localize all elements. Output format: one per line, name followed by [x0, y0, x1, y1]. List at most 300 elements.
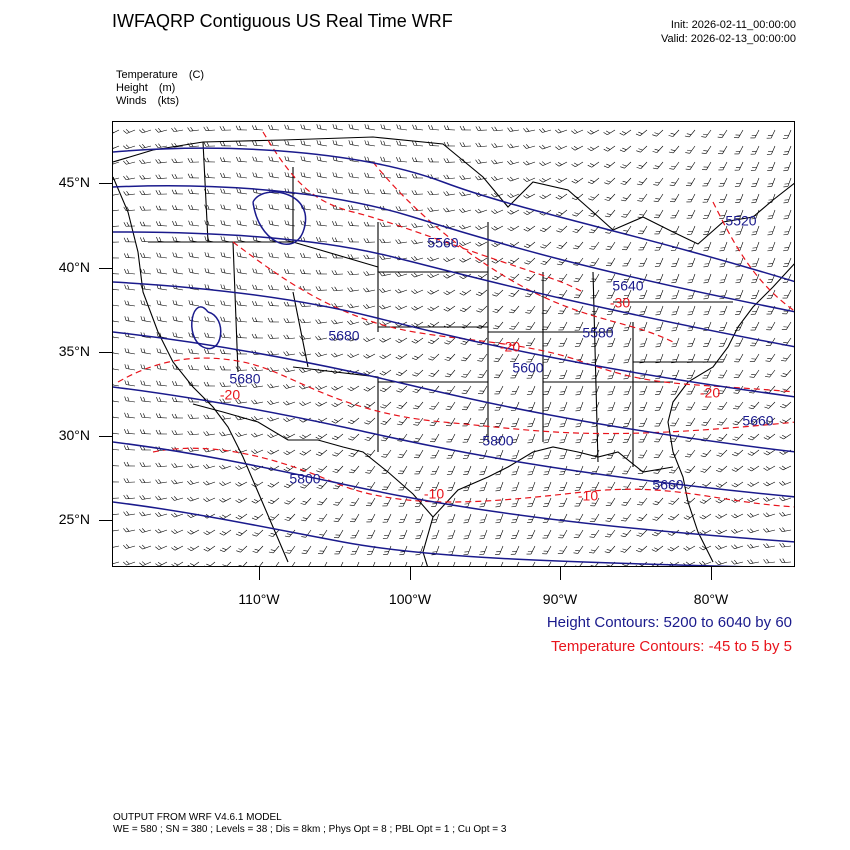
wind-barb: [559, 465, 567, 477]
wind-barb: [397, 399, 407, 410]
wind-barb: [204, 300, 215, 306]
wind-barb: [495, 481, 503, 493]
wind-barb: [412, 335, 423, 345]
wind-barb: [492, 142, 503, 148]
wind-barb: [140, 478, 151, 483]
wind-barb: [639, 432, 647, 444]
wind-barb: [623, 448, 631, 460]
wind-barb: [589, 528, 599, 539]
wind-barb: [559, 480, 567, 492]
wind-barb: [316, 237, 327, 242]
wind-barb: [140, 206, 151, 210]
wind-barb: [316, 140, 328, 146]
wind-barb: [236, 126, 247, 130]
wind-barb: [588, 143, 599, 152]
wind-barb: [317, 495, 327, 506]
wind-barb: [556, 191, 567, 201]
wind-barb: [431, 464, 439, 476]
wind-barb: [588, 191, 599, 201]
lat-tick: [99, 436, 112, 437]
wind-barb: [350, 512, 359, 524]
wind-barb: [719, 305, 727, 317]
wind-barb: [654, 192, 663, 203]
lon-tick: [711, 567, 712, 580]
field-temperature: [116, 69, 204, 81]
wind-barb: [462, 400, 471, 412]
wind-barb: [427, 286, 439, 295]
wind-barb: [380, 157, 391, 162]
wind-barb: [655, 384, 663, 396]
wind-barb: [123, 142, 135, 149]
wind-barb: [332, 286, 343, 291]
wind-barb: [415, 545, 423, 557]
wind-barb: [318, 560, 327, 567]
wind-barb: [348, 254, 359, 258]
lat-label-35: 35°N: [58, 343, 90, 359]
wind-barb: [459, 238, 471, 246]
wind-barb: [445, 351, 455, 362]
wind-barb: [411, 270, 423, 278]
wind-barb: [669, 143, 679, 154]
wind-barb: [702, 400, 711, 411]
wind-barb: [492, 271, 503, 281]
wind-barb: [363, 350, 375, 359]
wind-barb: [399, 561, 407, 567]
wind-barb: [365, 464, 375, 475]
lat-label-45: 45°N: [58, 174, 90, 190]
wind-barb: [364, 415, 375, 425]
wind-barb: [539, 126, 551, 133]
wind-barb: [140, 237, 151, 242]
height-contour-label: 5580: [582, 324, 614, 341]
wind-barb: [559, 368, 567, 380]
wind-barb: [220, 301, 231, 306]
wind-barb: [507, 174, 519, 182]
wind-barb: [267, 382, 279, 388]
height-contour-label: 5680: [229, 370, 261, 387]
wind-barb: [188, 268, 200, 274]
wind-barb: [332, 189, 343, 194]
wind-barb: [366, 512, 375, 524]
wind-barb: [140, 316, 152, 322]
wind-barb: [414, 448, 423, 460]
height-contour-label: 5600: [512, 359, 544, 376]
wind-barb: [236, 527, 247, 537]
wind-barb: [527, 512, 535, 524]
wind-barb: [460, 287, 471, 297]
wind-barb: [606, 256, 615, 268]
height-contour-label: 5660: [652, 476, 684, 493]
wind-barb: [525, 271, 535, 282]
wind-barb: [463, 464, 471, 476]
wind-barb: [750, 352, 759, 363]
wind-barb: [767, 257, 775, 269]
wind-barb: [301, 495, 311, 506]
height-contour-label: 5660: [742, 412, 774, 429]
wind-barb: [156, 158, 167, 163]
wind-barb: [748, 463, 759, 472]
wind-barb: [445, 367, 455, 378]
wind-barb: [783, 193, 791, 205]
wind-barb: [172, 252, 183, 258]
wind-barb: [124, 462, 135, 466]
wind-barb: [623, 353, 631, 365]
wind-barb: [113, 558, 119, 565]
wind-barb: [621, 208, 631, 219]
wind-barb: [268, 156, 279, 162]
wind-barb: [573, 239, 583, 250]
wind-barb: [543, 496, 551, 508]
wind-barb: [316, 124, 328, 130]
wind-barb: [605, 528, 615, 539]
wind-barb: [717, 400, 727, 411]
wind-barb: [765, 352, 775, 363]
wind-barb: [539, 142, 551, 150]
wind-barb: [317, 512, 327, 523]
wind-barb: [383, 512, 391, 524]
wind-barb: [187, 526, 199, 535]
wind-barb: [155, 558, 167, 567]
wind-barb: [113, 364, 120, 370]
wind-barb: [527, 528, 535, 540]
wind-barb: [575, 385, 583, 397]
temperature-contour-legend: Temperature Contours: -45 to 5 by 5: [551, 638, 792, 655]
wind-barb: [188, 430, 199, 435]
wind-barb: [156, 221, 167, 226]
wind-barb: [140, 413, 151, 418]
wind-barb: [348, 140, 360, 146]
field-unit: (C): [188, 69, 205, 81]
wind-barb: [460, 142, 471, 146]
lon-label-100: 100°W: [388, 591, 432, 607]
wind-barb: [703, 368, 711, 380]
lat-tick: [99, 183, 112, 184]
wind-barb: [172, 221, 183, 226]
wind-barb: [687, 257, 695, 269]
wind-barb: [395, 286, 407, 294]
wind-barb: [494, 384, 503, 396]
wind-barb: [719, 336, 727, 348]
wind-barb: [380, 367, 391, 377]
wind-barb: [476, 158, 487, 164]
contour-labels: [220, 213, 774, 504]
wind-barb: [559, 512, 567, 524]
wind-barb: [719, 176, 727, 188]
wind-barb: [571, 142, 583, 151]
wind-barb: [751, 320, 759, 332]
wind-barb: [269, 543, 279, 554]
wind-barb: [429, 383, 439, 394]
wind-barb: [556, 175, 567, 184]
wind-barb: [539, 158, 551, 166]
wind-barb: [300, 447, 311, 457]
wind-barb: [220, 157, 231, 162]
wind-barb: [204, 333, 215, 338]
wind-barb: [444, 142, 455, 146]
wind-barb: [527, 433, 535, 445]
wind-barb: [668, 511, 679, 521]
wind-barb: [636, 543, 647, 553]
wind-barb: [447, 529, 455, 541]
wind-barb: [333, 496, 343, 507]
wind-barb: [431, 561, 439, 567]
wind-barb: [653, 159, 663, 170]
wind-barb: [572, 191, 583, 201]
wind-barb: [604, 159, 615, 169]
wind-barb: [268, 350, 279, 355]
wind-barb: [188, 414, 199, 418]
wind-barb: [447, 464, 455, 476]
wind-barb: [332, 172, 343, 178]
wind-barb: [415, 512, 423, 524]
wind-barb: [607, 464, 615, 476]
wind-barb: [428, 158, 439, 162]
wind-barb: [783, 144, 791, 156]
wind-barb: [379, 334, 391, 343]
field-name: Temperature: [116, 69, 178, 81]
wind-barb: [395, 270, 407, 277]
wind-barb: [719, 289, 727, 301]
wind-barb: [715, 558, 727, 565]
wind-barb: [543, 417, 551, 429]
wind-barb: [332, 447, 343, 457]
wind-barb: [156, 174, 167, 179]
wind-barb: [605, 207, 615, 218]
wind-barb: [220, 317, 231, 322]
wind-barb: [683, 543, 695, 552]
wind-barb: [460, 319, 471, 329]
wind-barb: [380, 238, 391, 243]
wind-barb: [558, 320, 567, 332]
wind-barb: [172, 300, 184, 306]
wind-barb: [364, 173, 375, 178]
field-name: Winds: [116, 95, 147, 107]
wind-barb: [399, 512, 407, 524]
wind-barb: [236, 252, 248, 258]
wind-barb: [623, 432, 631, 444]
wind-barb: [556, 207, 567, 217]
wind-barb: [735, 176, 743, 188]
wind-barb: [540, 239, 551, 249]
wind-barb: [558, 544, 567, 555]
wind-barb: [475, 222, 487, 230]
lat-tick: [99, 268, 112, 269]
wind-barb: [620, 543, 631, 554]
wind-barb: [219, 446, 231, 453]
wind-barb: [670, 192, 679, 204]
wind-barb: [236, 285, 247, 290]
wind-barb: [604, 175, 615, 185]
wind-barb: [460, 303, 471, 313]
wind-barb: [301, 511, 311, 522]
temperature-contour-label: -20: [699, 384, 721, 401]
wind-barb: [155, 526, 167, 534]
wind-barb: [444, 158, 455, 162]
wind-barb: [654, 448, 663, 459]
wind-barb: [124, 397, 135, 402]
wind-barb: [527, 384, 535, 396]
wind-barb: [751, 304, 759, 316]
wind-barb: [575, 433, 583, 445]
wind-barb: [543, 384, 551, 396]
wind-barb: [555, 126, 567, 134]
wind-barb: [621, 527, 631, 538]
wind-barb: [365, 447, 375, 458]
wind-barb: [620, 143, 631, 153]
wind-barb: [558, 528, 567, 540]
wind-barb: [687, 305, 695, 317]
wind-barb: [767, 144, 775, 156]
wind-barb: [543, 368, 551, 380]
wind-barb: [219, 494, 231, 503]
wind-barb: [543, 433, 551, 445]
wind-barb: [621, 191, 631, 202]
wind-barb: [124, 269, 135, 274]
wind-barb: [590, 272, 599, 284]
wind-barb: [622, 240, 631, 252]
wind-barb: [637, 496, 647, 507]
lat-label-40: 40°N: [58, 259, 90, 275]
wind-barb: [716, 447, 727, 458]
wind-barb: [412, 190, 423, 194]
wind-barb: [300, 172, 312, 178]
wind-barb: [492, 255, 503, 265]
wind-barb: [716, 479, 727, 489]
wind-barb: [686, 192, 695, 204]
wind-barb: [284, 447, 295, 456]
wind-barb: [607, 385, 615, 397]
wind-barb: [525, 304, 535, 315]
wind-barb: [542, 336, 551, 348]
wind-barb: [204, 382, 215, 386]
wind-barb: [749, 368, 759, 379]
wind-barb: [351, 560, 359, 567]
wind-barb: [639, 400, 647, 412]
wind-barb: [555, 142, 567, 150]
wind-barb: [414, 464, 423, 476]
wind-barb: [124, 445, 135, 450]
wind-barb: [523, 142, 535, 149]
wind-barb: [491, 174, 503, 181]
wind-barb: [495, 529, 503, 541]
wind-barb: [572, 159, 583, 168]
wind-barb: [236, 188, 247, 194]
wind-barb: [123, 542, 135, 549]
wind-barb: [479, 560, 487, 567]
wind-barb: [622, 256, 631, 268]
wind-barb: [780, 399, 791, 409]
wind-barb: [113, 238, 119, 242]
wind-barb: [348, 415, 359, 425]
wind-barb: [763, 463, 775, 472]
wind-barb: [364, 222, 375, 226]
wind-barb: [574, 528, 583, 539]
wind-barb: [747, 542, 759, 549]
wind-barb: [203, 478, 215, 486]
wind-barb: [220, 236, 232, 242]
wind-barb: [477, 319, 487, 330]
wind-barb: [348, 238, 359, 242]
wind-barb: [783, 256, 791, 268]
wind-barb: [539, 174, 551, 183]
wind-barb: [187, 462, 199, 468]
lon-tick: [259, 567, 260, 580]
wind-barb: [267, 414, 279, 422]
wind-barb: [571, 126, 583, 134]
wind-barb: [124, 380, 135, 386]
wind-barb: [334, 512, 343, 523]
wind-barb: [604, 127, 615, 136]
wind-barb: [399, 528, 407, 540]
wind-barb: [399, 496, 407, 508]
wind-barb: [653, 143, 663, 154]
wind-barb: [686, 416, 695, 427]
wind-barb: [236, 543, 247, 553]
wind-barb: [219, 478, 231, 486]
wind-barb: [139, 558, 151, 566]
wind-barb: [204, 430, 215, 436]
wind-barb: [283, 382, 295, 389]
wind-barb: [702, 176, 711, 188]
state-line: [148, 167, 293, 242]
height-contour: [113, 332, 795, 452]
wind-barb: [204, 173, 215, 178]
wind-barb: [123, 558, 135, 566]
wind-barb: [718, 368, 727, 380]
wind-barb: [523, 174, 535, 182]
wind-barb: [123, 126, 135, 134]
wind-barb: [687, 337, 695, 349]
temperature-contour-label: -10: [423, 485, 445, 502]
wind-barb: [540, 223, 551, 233]
wind-barb: [220, 220, 232, 226]
wind-barb: [318, 544, 327, 556]
wind-barb: [284, 285, 295, 290]
wind-barb: [479, 465, 487, 477]
wind-barb: [236, 204, 248, 210]
wind-barb: [428, 190, 439, 195]
wind-barb: [638, 224, 647, 236]
wind-barb: [703, 336, 711, 348]
wind-barb: [783, 288, 791, 300]
wind-barb: [188, 158, 199, 162]
wind-barb: [751, 193, 759, 205]
wind-barb: [236, 511, 247, 521]
wind-barb: [220, 543, 231, 553]
wind-barb: [731, 542, 743, 549]
wind-barb: [251, 430, 263, 438]
wind-barb: [315, 382, 327, 390]
wind-barb: [747, 558, 759, 564]
wind-barb: [652, 559, 663, 567]
wind-barb: [428, 303, 439, 312]
wind-barb: [113, 396, 120, 402]
wind-barb: [284, 334, 295, 339]
wind-barb: [348, 383, 359, 392]
wind-barb: [639, 385, 647, 397]
wind-barb: [252, 172, 263, 178]
wind-barb: [139, 526, 151, 533]
wind-barb: [543, 449, 551, 461]
wind-barb: [267, 398, 279, 405]
wind-barb: [491, 222, 503, 231]
wind-barb: [382, 480, 391, 492]
wind-barb: [380, 351, 391, 360]
wind-barb: [380, 173, 391, 178]
wind-barb: [188, 349, 199, 354]
wind-barb: [316, 447, 327, 457]
wind-barb: [591, 401, 599, 413]
